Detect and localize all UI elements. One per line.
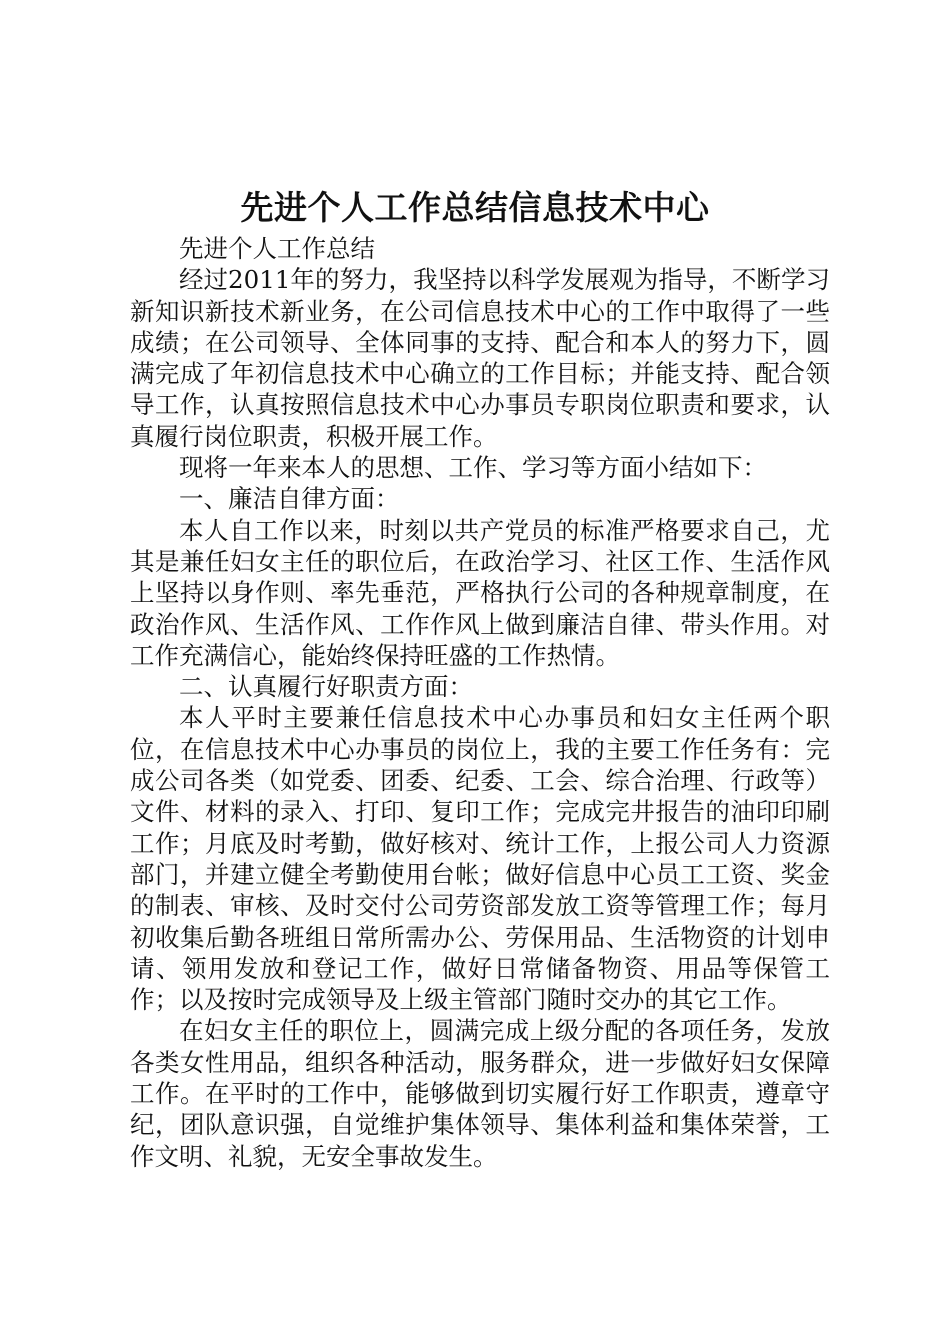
paragraph-womens-director: 在妇女主任的职位上，圆满完成上级分配的各项任务，发放各类女性用品，组织各种活动，服务群众，进一步做好妇女保障工作。在平时的工作中，能够做到切实履行好工作职责，遵章守纪，团队意识强，自觉维护集体领导、集体利益和集体荣誉，工作文明、礼貌，无安全事故发生。 — [130, 1016, 830, 1171]
section-heading-integrity: 一、廉洁自律方面： — [179, 484, 400, 514]
paragraph-subtitle: 先进个人工作总结 — [179, 234, 375, 263]
section-heading-duties: 二、认真履行好职责方面： — [179, 672, 473, 702]
document-body — [130, 233, 830, 1172]
document-title: 先进个人工作总结信息技术中心 — [240, 188, 710, 227]
paragraph-summary-lead: 现将一年来本人的思想、工作、学习等方面小结如下： — [179, 453, 767, 483]
paragraph-integrity: 本人自工作以来，时刻以共产党员的标准严格要求自己，尤其是兼任妇女主任的职位后，在政治学习、社区工作、生活作风上坚持以身作则、率先垂范，严格执行公司的各种规章制度，在政治作风、生活作风、工作作风上做到廉洁自律、带头作用。对工作充满信心，能始终保持旺盛的工作热情。 — [130, 515, 830, 670]
paragraph-duties: 本人平时主要兼任信息技术中心办事员和妇女主任两个职位，在信息技术中心办事员的岗位上，我的主要工作任务有：完成公司各类（如党委、团委、纪委、工会、综合治理、行政等）文件、材料的录入、打印、复印工作；完成完井报告的油印印刷工作；月底及时考勤，做好核对、统计工作，上报公司人力资源部门，并建立健全考勤使用台帐；做好信息中心员工工资、奖金的制表、审核、及时交付公司劳资部发放工资等管理工作；每月初收集后勤各班组日常所需办公、劳保用品、生活物资的计划申请、领用发放和登记工作，做好日常储备物资、用品等保管工作；以及按时完成领导及上级主管部门随时交办的其它工作。 — [130, 703, 830, 1015]
paragraph-intro: 经过2011年的努力，我坚持以科学发展观为指导，不断学习新知识新技术新业务，在公司信息技术中心的工作中取得了一些成绩；在公司领导、全体同事的支持、配合和本人的努力下，圆满完成了年初信息技术中心确立的工作目标；并能支持、配合领导工作，认真按照信息技术中心办事员专职岗位职责和要求，认真履行岗位职责，积极开展工作。 — [130, 265, 830, 451]
